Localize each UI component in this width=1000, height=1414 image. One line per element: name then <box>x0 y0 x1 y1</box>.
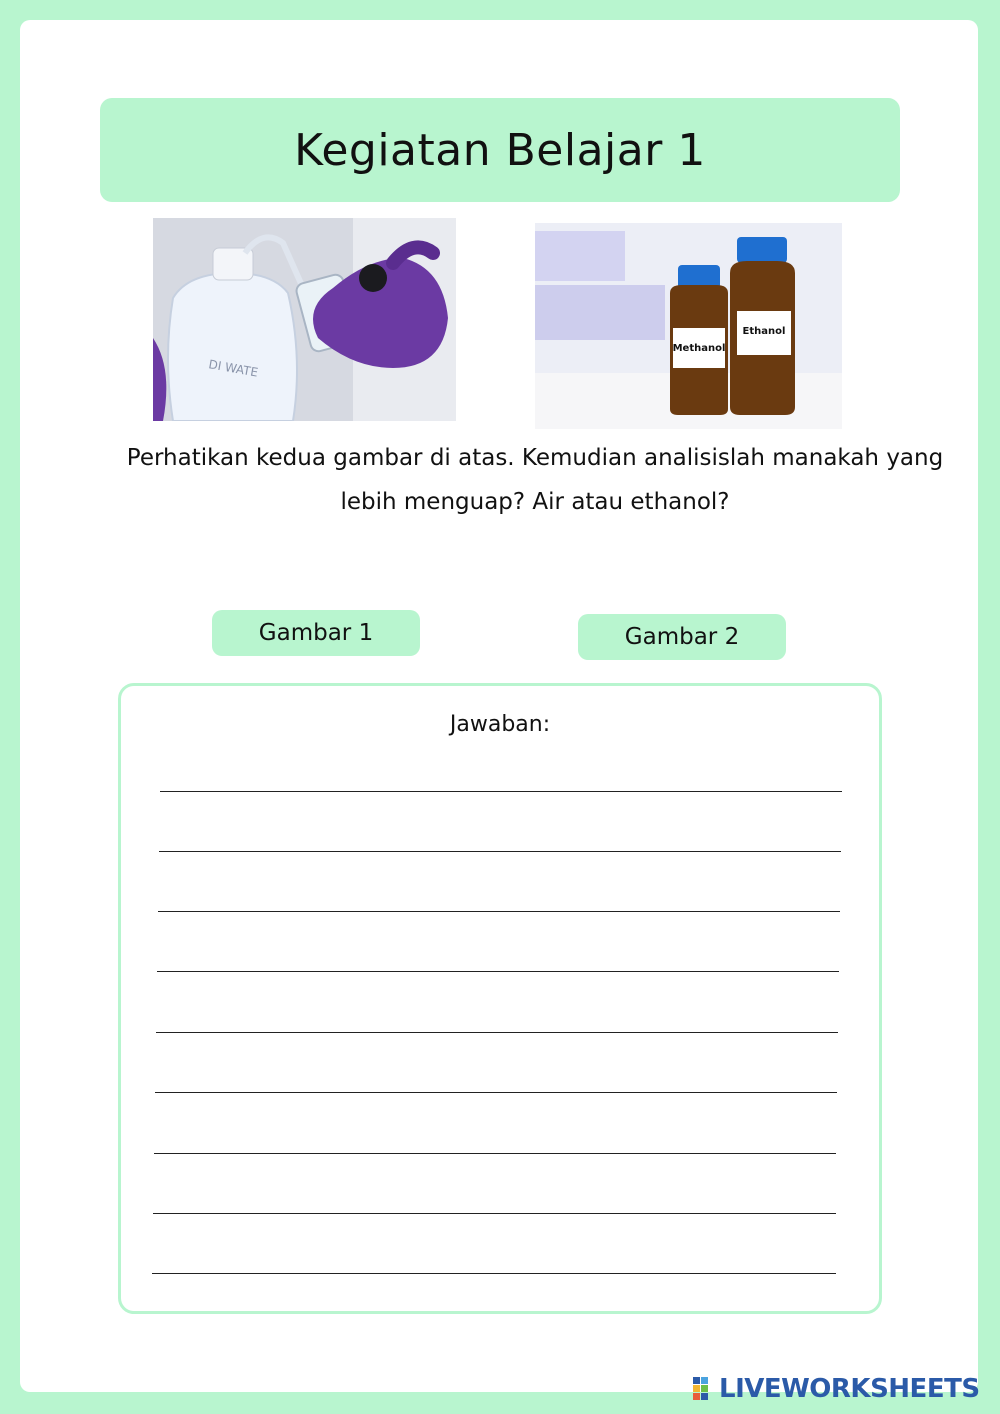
answer-line[interactable] <box>160 791 842 792</box>
ethanol-label: Ethanol <box>742 326 786 337</box>
photo-gambar-2 <box>535 223 842 429</box>
methanol-label: Methanol <box>672 343 726 354</box>
answer-line[interactable] <box>159 851 841 852</box>
answer-line[interactable] <box>152 1273 836 1274</box>
liveworksheets-icon <box>693 1377 717 1401</box>
liveworksheets-logo <box>693 1372 980 1406</box>
answer-line[interactable] <box>158 911 840 912</box>
label-gambar-1: Gambar 1 <box>212 610 420 656</box>
photo-gambar-1 <box>153 218 456 421</box>
question-text: Perhatikan kedua gambar di atas. Kemudian analisislah manakah yang lebih menguap? Air atau ethanol? <box>126 445 944 515</box>
svg-text:DI WATE: DI WATE <box>207 357 260 380</box>
title-banner <box>100 98 900 202</box>
page-title: Kegiatan Belajar 1 <box>294 124 706 176</box>
answer-label: Jawaban: <box>449 712 551 737</box>
answer-line[interactable] <box>154 1153 836 1154</box>
brand-text: LIVEWORKSHEETS <box>719 1374 980 1404</box>
answer-line[interactable] <box>153 1213 836 1214</box>
answer-box[interactable] <box>118 683 882 1314</box>
label-gambar-2: Gambar 2 <box>578 614 786 660</box>
answer-line[interactable] <box>156 1032 838 1033</box>
answer-line[interactable] <box>157 971 839 972</box>
answer-line[interactable] <box>155 1092 837 1093</box>
